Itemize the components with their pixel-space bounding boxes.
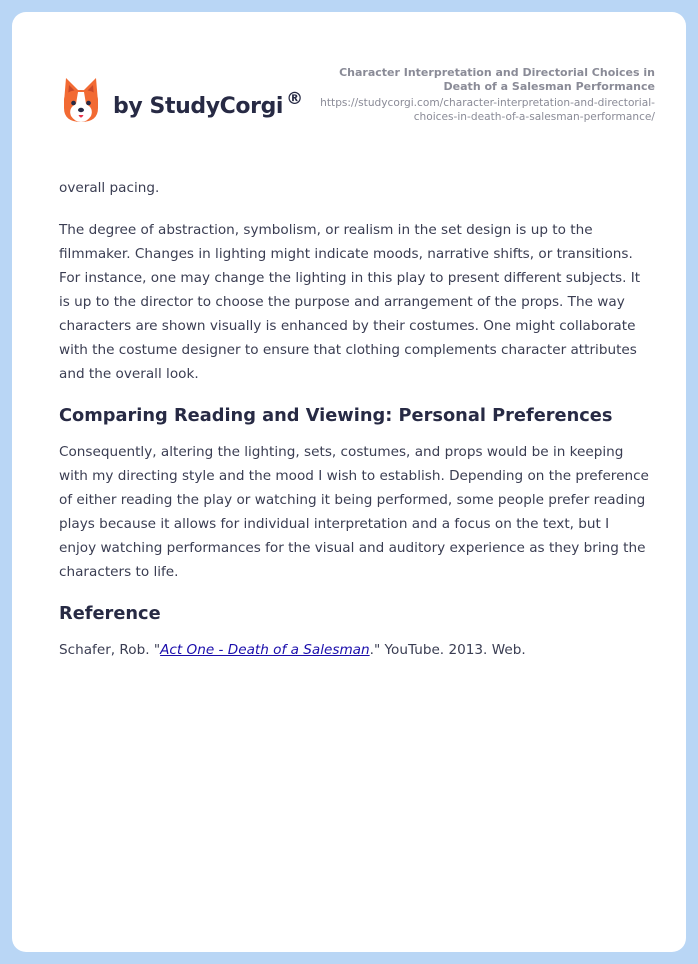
document-title: Character Interpretation and Directorial Choices in Death of a Salesman Performance <box>339 66 655 93</box>
document-meta <box>310 66 655 124</box>
section-heading: Reference <box>59 603 161 624</box>
paragraph: The degree of abstraction, symbolism, or realism in the set design is up to the filmmaker. Changes in lighting might indicate moods, narrative shifts, or transitions. For instance, one may change the lighting in this play to present different subjects. It is up to the director to choose the purpose and arrangement of the props. The way characters are shown visually is enhanced by their costumes. One might collaborate with the costume designer to ensure that clothing complements character attributes and the overall look. <box>59 222 641 382</box>
reference-entry <box>59 638 649 662</box>
paragraph: Consequently, altering the lighting, sets, costumes, and props would be in keeping with my directing style and the mood I wish to establish. Depending on the preference of either reading the play or watching it being performed, some people prefer reading plays because it allows for individual interpretation and a focus on the text, but I enjoy watching performances for the visual and auditory experience as they bring the characters to life. <box>59 444 649 580</box>
section-heading: Comparing Reading and Viewing: Personal Preferences <box>59 405 613 426</box>
registered-mark: ® <box>286 89 303 109</box>
reference-author: Schafer, Rob. " <box>59 642 161 658</box>
document-body <box>59 176 649 662</box>
reference-suffix: ." YouTube. 2013. Web. <box>369 642 526 658</box>
document-url[interactable]: https://studycorgi.com/character-interpretation-and-directorial-choices-in-death-of-a-salesman-performance/ <box>320 97 655 123</box>
document-page <box>12 12 686 952</box>
corgi-logo-icon <box>60 76 102 124</box>
brand-text: by StudyCorgi <box>113 94 284 119</box>
studycorgi-logo[interactable] <box>60 76 303 124</box>
reference-link[interactable]: Act One - Death of a Salesman <box>160 642 370 658</box>
brand-name <box>113 89 303 119</box>
paragraph: overall pacing. <box>59 180 160 196</box>
